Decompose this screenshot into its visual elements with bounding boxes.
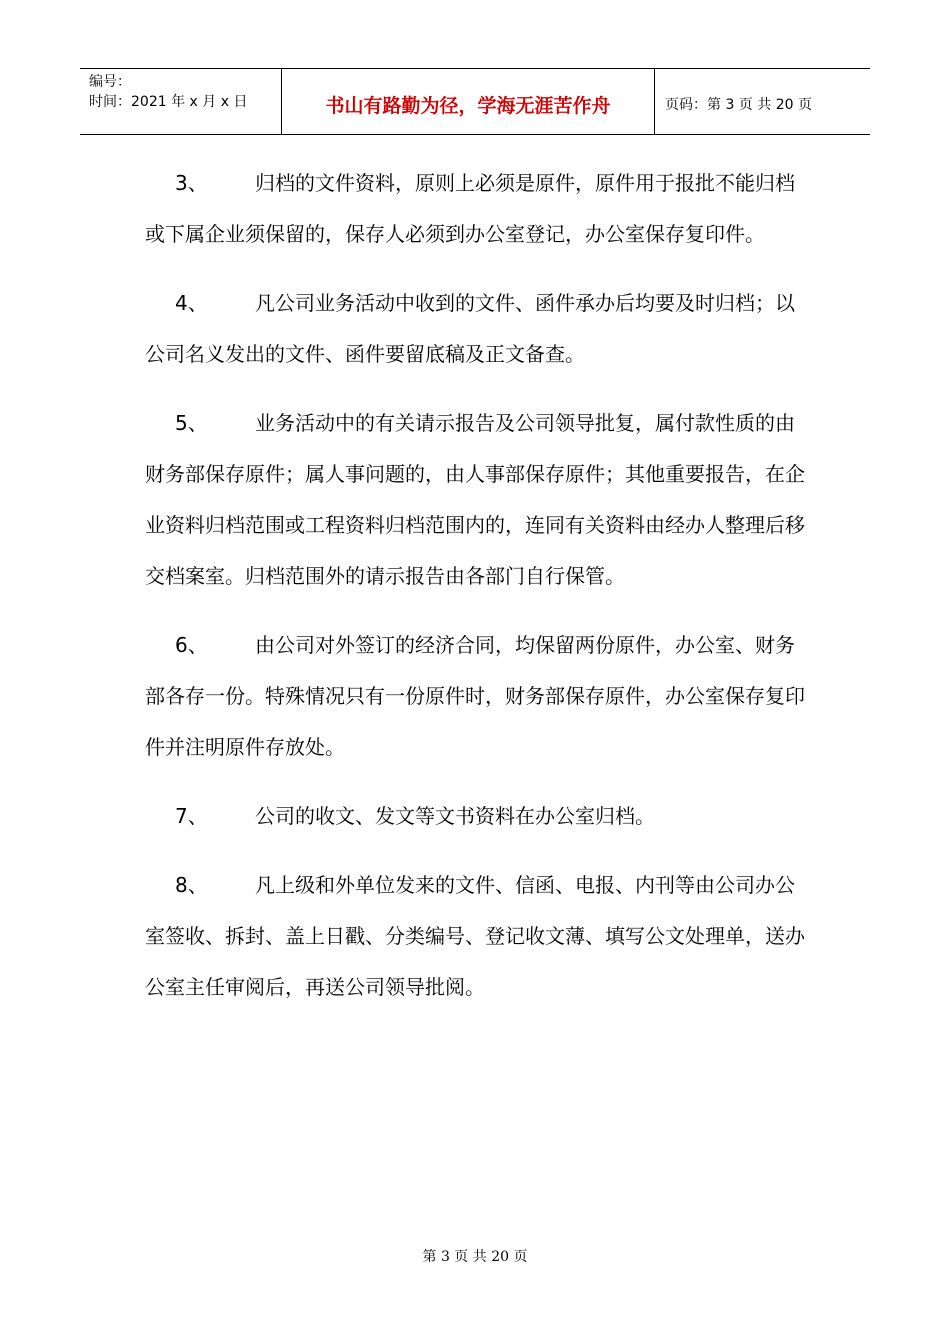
header-motto: 书山有路勤为径，学海无涯苦作舟: [282, 69, 655, 134]
document-header: [80, 68, 870, 135]
list-item: [145, 278, 810, 380]
item-number: 4、: [175, 291, 208, 315]
item-text: 凡上级和外单位发来的文件、信函、电报、内刊等由公司办公室签收、拆封、盖上日戳、分类编号、登记收文薄、填写公文处理单，送办公室主任审阅后，再送公司领导批阅。: [145, 873, 805, 999]
header-page-info: 页码：第 3 页 共 20 页: [665, 96, 812, 113]
list-item: [145, 158, 810, 260]
list-item: [145, 398, 810, 602]
item-number: 5、: [175, 411, 208, 435]
item-number: 6、: [175, 633, 208, 657]
list-item: [145, 860, 810, 1013]
item-number: 3、: [175, 171, 208, 195]
document-body: [145, 158, 810, 1031]
item-text: 业务活动中的有关请示报告及公司领导批复，属付款性质的由财务部保存原件；属人事问题的，由人事部保存原件；其他重要报告，在企业资料归档范围或工程资料归档范围内的，连同有关资料由经办人整理后移交档案室。归档范围外的请示报告由各部门自行保管。: [145, 411, 805, 588]
list-item: [145, 791, 810, 842]
item-text: 归档的文件资料，原则上必须是原件，原件用于报批不能归档或下属企业须保留的，保存人必须到办公室登记，办公室保存复印件。: [145, 171, 795, 246]
item-number: 7、: [175, 804, 208, 828]
item-text: 凡公司业务活动中收到的文件、函件承办后均要及时归档；以公司名义发出的文件、函件要留底稿及正文备查。: [145, 291, 795, 366]
list-item: [145, 620, 810, 773]
item-text: 由公司对外签订的经济合同，均保留两份原件，办公室、财务部各存一份。特殊情况只有一份原件时，财务部保存原件，办公室保存复印件并注明原件存放处。: [145, 633, 805, 759]
item-text: 公司的收文、发文等文书资料在办公室归档。: [255, 804, 655, 828]
document-time-label: 时间：2021 年 x 月 x 日: [89, 94, 248, 110]
item-number: 8、: [175, 873, 208, 897]
header-meta-cell: [80, 69, 282, 134]
page-footer: 第 3 页 共 20 页: [422, 1249, 528, 1265]
document-number-label: 编号：: [89, 74, 131, 90]
